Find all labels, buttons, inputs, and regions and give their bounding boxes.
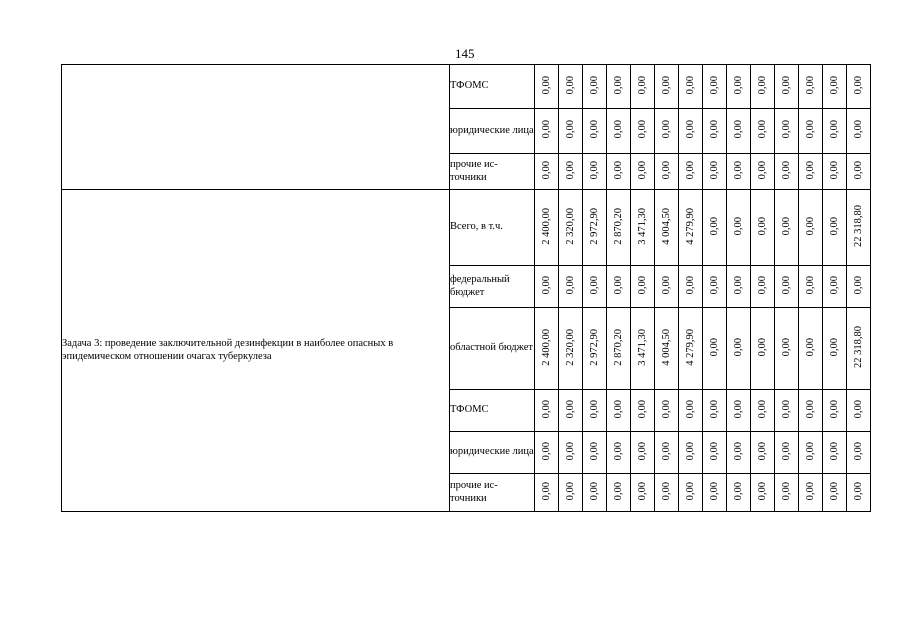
value-text: 0,00 xyxy=(805,216,816,236)
value-cell xyxy=(823,308,847,390)
value-text: 0,00 xyxy=(685,399,696,419)
value-text: 0,00 xyxy=(661,120,672,139)
value-text: 0,00 xyxy=(685,75,696,95)
value-text: 0,00 xyxy=(733,481,744,501)
value-text: 0,00 xyxy=(661,399,672,419)
value-cell xyxy=(703,154,727,190)
value-text: 0,00 xyxy=(829,160,840,180)
value-text: 0,00 xyxy=(709,337,720,357)
value-cell xyxy=(799,65,823,109)
value-text: 0,00 xyxy=(565,481,576,501)
value-cell xyxy=(535,432,559,474)
value-text: 0,00 xyxy=(829,120,840,139)
value-text: 0,00 xyxy=(781,120,792,139)
value-text: 0,00 xyxy=(661,441,672,461)
value-text: 0,00 xyxy=(589,120,600,139)
value-text: 2 320,00 xyxy=(565,207,576,245)
value-text: 0,00 xyxy=(565,160,576,180)
value-text: 0,00 xyxy=(757,481,768,501)
value-cell xyxy=(703,432,727,474)
value-text: 0,00 xyxy=(589,481,600,501)
value-text: 0,00 xyxy=(685,275,696,295)
value-cell xyxy=(583,390,607,432)
value-text: 0,00 xyxy=(541,160,552,180)
value-text: 0,00 xyxy=(757,216,768,236)
value-cell xyxy=(799,190,823,266)
value-text: 2 972,90 xyxy=(589,207,600,245)
funding-source-label: прочие ис-точники xyxy=(450,474,535,512)
value-text: 0,00 xyxy=(637,441,648,461)
value-text: 0,00 xyxy=(757,441,768,461)
value-text: 0,00 xyxy=(613,160,624,180)
value-text: 0,00 xyxy=(853,160,864,180)
value-text: 0,00 xyxy=(853,399,864,419)
value-cell xyxy=(631,65,655,109)
value-text: 0,00 xyxy=(781,441,792,461)
value-cell xyxy=(727,474,751,512)
value-text: 0,00 xyxy=(637,481,648,501)
value-cell xyxy=(751,308,775,390)
value-cell xyxy=(727,154,751,190)
value-text: 0,00 xyxy=(757,160,768,180)
value-cell xyxy=(607,190,631,266)
value-cell xyxy=(631,266,655,308)
value-cell xyxy=(655,432,679,474)
funding-source-label: федеральный бюджет xyxy=(450,266,535,308)
value-text: 0,00 xyxy=(541,481,552,501)
value-text: 0,00 xyxy=(829,216,840,236)
value-text: 0,00 xyxy=(853,275,864,295)
value-cell xyxy=(847,65,871,109)
funding-source-label: юридические лица xyxy=(450,432,535,474)
value-text: 0,00 xyxy=(853,441,864,461)
value-text: 0,00 xyxy=(613,441,624,461)
value-cell xyxy=(799,474,823,512)
value-text: 0,00 xyxy=(781,399,792,419)
value-cell xyxy=(583,190,607,266)
value-text: 0,00 xyxy=(541,275,552,295)
value-cell xyxy=(823,154,847,190)
value-text: 0,00 xyxy=(565,75,576,95)
value-cell xyxy=(799,390,823,432)
value-cell xyxy=(631,190,655,266)
value-cell xyxy=(559,109,583,154)
value-text: 0,00 xyxy=(661,481,672,501)
value-cell xyxy=(583,65,607,109)
task-description xyxy=(62,65,450,190)
value-text: 0,00 xyxy=(565,275,576,295)
value-cell xyxy=(679,109,703,154)
value-text: 0,00 xyxy=(805,481,816,501)
value-text: 0,00 xyxy=(637,120,648,139)
value-text: 0,00 xyxy=(613,75,624,95)
value-cell xyxy=(799,432,823,474)
value-cell xyxy=(703,65,727,109)
value-text: 0,00 xyxy=(853,481,864,501)
value-text: 0,00 xyxy=(637,399,648,419)
value-cell xyxy=(727,432,751,474)
value-cell xyxy=(631,390,655,432)
value-cell xyxy=(703,308,727,390)
value-text: 0,00 xyxy=(637,75,648,95)
value-cell xyxy=(607,65,631,109)
value-cell xyxy=(751,390,775,432)
value-text: 2 400,00 xyxy=(541,328,552,366)
value-cell xyxy=(655,474,679,512)
value-text: 0,00 xyxy=(781,481,792,501)
value-text: 0,00 xyxy=(733,337,744,357)
value-cell xyxy=(823,109,847,154)
value-cell xyxy=(847,474,871,512)
value-text: 0,00 xyxy=(829,481,840,501)
value-cell xyxy=(847,266,871,308)
value-text: 0,00 xyxy=(757,337,768,357)
value-cell xyxy=(847,432,871,474)
value-text: 0,00 xyxy=(589,399,600,419)
value-cell xyxy=(655,109,679,154)
value-text: 0,00 xyxy=(757,275,768,295)
value-text: 0,00 xyxy=(709,275,720,295)
value-text: 0,00 xyxy=(709,216,720,236)
value-cell xyxy=(655,65,679,109)
value-cell xyxy=(823,390,847,432)
value-cell xyxy=(679,266,703,308)
value-cell xyxy=(583,308,607,390)
value-text: 0,00 xyxy=(781,216,792,236)
value-cell xyxy=(631,154,655,190)
task-description: Задача 3: проведение заключительной дезинфекции в наиболее опасных в эпидемическом отношении очагах туберкулеза xyxy=(62,190,450,512)
value-cell xyxy=(751,266,775,308)
value-text: 0,00 xyxy=(829,75,840,95)
value-text: 0,00 xyxy=(781,337,792,357)
value-cell xyxy=(799,308,823,390)
value-cell xyxy=(775,266,799,308)
value-text: 3 471,30 xyxy=(637,328,648,366)
value-text: 0,00 xyxy=(709,160,720,180)
value-text: 0,00 xyxy=(565,441,576,461)
value-text: 0,00 xyxy=(709,481,720,501)
value-text: 2 972,90 xyxy=(589,328,600,366)
value-cell xyxy=(607,390,631,432)
value-cell xyxy=(775,474,799,512)
value-text: 0,00 xyxy=(781,160,792,180)
value-cell xyxy=(607,109,631,154)
value-text: 0,00 xyxy=(541,75,552,95)
value-cell xyxy=(703,390,727,432)
value-cell xyxy=(535,474,559,512)
value-cell xyxy=(775,154,799,190)
funding-source-label: областной бюджет xyxy=(450,308,535,390)
value-text: 2 400,00 xyxy=(541,207,552,245)
value-cell xyxy=(535,154,559,190)
value-text: 0,00 xyxy=(829,399,840,419)
value-cell xyxy=(823,474,847,512)
value-cell xyxy=(703,109,727,154)
value-text: 0,00 xyxy=(709,75,720,95)
value-cell xyxy=(775,190,799,266)
value-cell xyxy=(559,308,583,390)
value-cell xyxy=(679,390,703,432)
value-cell xyxy=(583,474,607,512)
value-cell xyxy=(775,390,799,432)
value-cell xyxy=(703,266,727,308)
value-text: 22 318,80 xyxy=(853,326,864,368)
value-text: 22 318,80 xyxy=(853,205,864,247)
value-text: 0,00 xyxy=(685,120,696,139)
value-cell xyxy=(751,154,775,190)
value-cell xyxy=(607,308,631,390)
value-cell xyxy=(799,154,823,190)
value-cell xyxy=(655,390,679,432)
value-text: 0,00 xyxy=(853,120,864,139)
value-text: 0,00 xyxy=(805,160,816,180)
value-cell xyxy=(607,432,631,474)
value-cell xyxy=(655,190,679,266)
value-cell xyxy=(679,190,703,266)
value-cell xyxy=(703,190,727,266)
value-cell xyxy=(751,65,775,109)
value-text: 0,00 xyxy=(541,399,552,419)
value-text: 0,00 xyxy=(589,160,600,180)
value-cell xyxy=(799,266,823,308)
funding-source-label: ТФОМС xyxy=(450,65,535,109)
value-text: 0,00 xyxy=(613,120,624,139)
value-text: 0,00 xyxy=(733,399,744,419)
value-text: 0,00 xyxy=(685,160,696,180)
value-text: 0,00 xyxy=(781,75,792,95)
value-cell xyxy=(847,390,871,432)
value-text: 3 471,30 xyxy=(637,207,648,245)
value-text: 0,00 xyxy=(709,120,720,139)
value-cell xyxy=(535,65,559,109)
value-cell xyxy=(535,266,559,308)
value-cell xyxy=(583,432,607,474)
value-text: 0,00 xyxy=(853,75,864,95)
value-cell xyxy=(775,432,799,474)
value-cell xyxy=(799,109,823,154)
value-text: 0,00 xyxy=(805,120,816,139)
value-cell xyxy=(535,190,559,266)
value-text: 0,00 xyxy=(829,275,840,295)
value-cell xyxy=(751,190,775,266)
value-text: 0,00 xyxy=(733,75,744,95)
value-cell xyxy=(559,154,583,190)
value-text: 0,00 xyxy=(733,160,744,180)
value-cell xyxy=(631,308,655,390)
value-cell xyxy=(775,308,799,390)
table-row xyxy=(62,65,871,109)
value-text: 0,00 xyxy=(805,441,816,461)
value-text: 0,00 xyxy=(685,441,696,461)
value-text: 0,00 xyxy=(805,399,816,419)
value-text: 0,00 xyxy=(709,399,720,419)
value-text: 0,00 xyxy=(541,120,552,139)
value-cell xyxy=(559,474,583,512)
value-cell xyxy=(679,308,703,390)
table-row xyxy=(62,190,871,266)
value-text: 2 870,20 xyxy=(613,207,624,245)
value-text: 0,00 xyxy=(805,75,816,95)
value-text: 0,00 xyxy=(829,337,840,357)
value-text: 0,00 xyxy=(733,275,744,295)
value-text: 0,00 xyxy=(589,441,600,461)
value-cell xyxy=(655,154,679,190)
value-cell xyxy=(535,390,559,432)
value-cell xyxy=(559,65,583,109)
financing-table xyxy=(61,64,871,512)
value-cell xyxy=(727,266,751,308)
value-text: 0,00 xyxy=(757,399,768,419)
value-cell xyxy=(583,266,607,308)
value-text: 0,00 xyxy=(733,441,744,461)
value-text: 0,00 xyxy=(733,120,744,139)
value-text: 2 870,20 xyxy=(613,328,624,366)
value-cell xyxy=(607,474,631,512)
value-text: 0,00 xyxy=(565,399,576,419)
value-text: 0,00 xyxy=(829,441,840,461)
value-cell xyxy=(847,190,871,266)
funding-source-label: Всего, в т.ч. xyxy=(450,190,535,266)
value-cell xyxy=(847,154,871,190)
funding-source-label: юридические лица xyxy=(450,109,535,154)
value-cell xyxy=(751,432,775,474)
value-cell xyxy=(727,109,751,154)
value-text: 4 004,50 xyxy=(661,328,672,366)
value-text: 0,00 xyxy=(661,275,672,295)
value-text: 0,00 xyxy=(733,216,744,236)
value-text: 0,00 xyxy=(757,120,768,139)
value-text: 0,00 xyxy=(565,120,576,139)
value-text: 0,00 xyxy=(613,481,624,501)
page-number: 145 xyxy=(455,46,475,61)
value-cell xyxy=(847,308,871,390)
value-cell xyxy=(559,432,583,474)
value-text: 0,00 xyxy=(661,75,672,95)
value-cell xyxy=(535,109,559,154)
value-cell xyxy=(727,308,751,390)
value-text: 0,00 xyxy=(613,399,624,419)
value-cell xyxy=(823,190,847,266)
value-cell xyxy=(607,154,631,190)
value-cell xyxy=(607,266,631,308)
value-cell xyxy=(703,474,727,512)
funding-source-label: ТФОМС xyxy=(450,390,535,432)
value-text: 0,00 xyxy=(589,275,600,295)
value-cell xyxy=(559,390,583,432)
value-text: 4 279,90 xyxy=(685,328,696,366)
value-cell xyxy=(679,432,703,474)
value-cell xyxy=(679,154,703,190)
value-cell xyxy=(823,65,847,109)
value-text: 0,00 xyxy=(781,275,792,295)
value-text: 0,00 xyxy=(613,275,624,295)
value-cell xyxy=(727,190,751,266)
value-cell xyxy=(535,308,559,390)
value-cell xyxy=(583,154,607,190)
value-cell xyxy=(655,266,679,308)
value-cell xyxy=(751,474,775,512)
value-cell xyxy=(823,432,847,474)
value-text: 0,00 xyxy=(709,441,720,461)
value-cell xyxy=(631,432,655,474)
value-text: 4 004,50 xyxy=(661,207,672,245)
value-text: 0,00 xyxy=(757,75,768,95)
value-cell xyxy=(727,65,751,109)
value-text: 0,00 xyxy=(805,337,816,357)
value-text: 0,00 xyxy=(637,160,648,180)
value-text: 0,00 xyxy=(805,275,816,295)
value-cell xyxy=(559,190,583,266)
value-cell xyxy=(847,109,871,154)
value-cell xyxy=(751,109,775,154)
value-cell xyxy=(631,109,655,154)
value-cell xyxy=(679,474,703,512)
value-text: 0,00 xyxy=(589,75,600,95)
value-text: 0,00 xyxy=(637,275,648,295)
value-cell xyxy=(775,109,799,154)
value-cell xyxy=(727,390,751,432)
value-text: 0,00 xyxy=(541,441,552,461)
value-cell xyxy=(583,109,607,154)
value-cell xyxy=(823,266,847,308)
value-cell xyxy=(655,308,679,390)
value-cell xyxy=(631,474,655,512)
value-cell xyxy=(775,65,799,109)
value-text: 0,00 xyxy=(685,481,696,501)
funding-source-label: прочие ис-точники xyxy=(450,154,535,190)
value-text: 2 320,00 xyxy=(565,328,576,366)
value-text: 4 279,90 xyxy=(685,207,696,245)
value-text: 0,00 xyxy=(661,160,672,180)
value-cell xyxy=(679,65,703,109)
value-cell xyxy=(559,266,583,308)
